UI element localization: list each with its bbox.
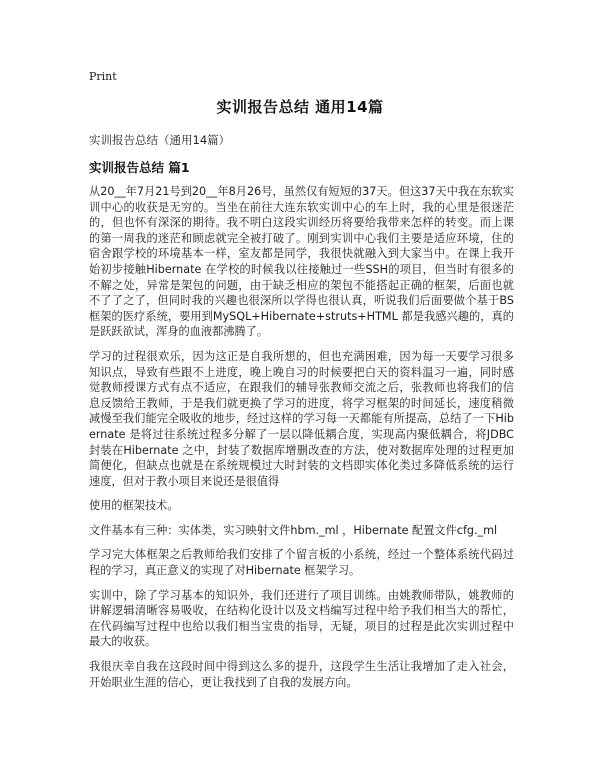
paragraph: 我很庆幸自我在这段时间中得到这么多的提升，这段学生生活让我增加了走入社会，开始职业生涯的信心，更让我找到了自我的发展方向。 (89, 660, 514, 689)
paragraph: 从20__年7月21号到20__年8月26号，虽然仅有短短的37天。但这37天中我在东软实训中心的收获是无穷的。当坐在前往大连东软实训中心的车上时，我的心里是很迷茫的，但也怀有深深的期待。我不明白这段实训经历将要给我带来怎样的转变。而上课的第一周我的迷茫和顾虑就完全被打破了。刚到实训中心我们主要是适应环境，住的宿舍跟学校的环境基本一样，室友都是同学，我很快就融入到大家当中。在课上我开始初步接触Hibernate 在学校的时候我以往接触过一些SSH的项目，但当时有很多的不解之处，异常是架包的问题，由于缺乏相应的架包不能搭起正确的框架，后面也就不了了之了，但同时我的兴趣也很深所以学得也很认真，听说我们后面要做个基于BS框架的医疗系统，要用到MySQL+Hibernate+struts+HTML 都是我感兴趣的，真的是跃跃欲试，浑身的血液都沸腾了。 (89, 185, 514, 339)
document-subtitle: 实训报告总结（通用14篇） (89, 133, 231, 147)
section-heading: 实训报告总结 篇1 (89, 160, 190, 175)
paragraph: 学习完大体框架之后教师给我们安排了个留言板的小系统，经过一个整体系统代码过程的学习，真正意义的实现了对Hibernate 框架学习。 (89, 548, 514, 578)
paragraph: 实训中，除了学习基本的知识外，我们还进行了项目训练。由姚教师带队，姚教师的讲解逻辑清晰容易吸收，在结构化设计以及文档编写过程中给予我们相当大的帮忙，在代码编写过程中也给以我们相当宝贵的指导，无疑，项目的过程是此次实训过程中最大的收获。 (89, 588, 514, 649)
paragraph: 学习的过程很欢乐，因为这正是自我所想的，但也充满困难，因为每一天要学习很多知识点，导致有些跟不上进度，晚上晚自习的时候要把白天的资料温习一遍，同时感觉教师授课方式有点不适应，在跟我们的辅导张教师交流之后，张教师也将我们的信息反馈给王教师，于是我们就更换了学习的进度，将学习框架的时间延长，速度稍微减慢至我们能完全吸收的地步，经过这样的学习每一天都能有所提高，总结了一下Hibernate 是将过往系统过程多分解了一层以降低耦合度，实现高内聚低耦合，将JDBC封装在Hibernate 之中，封装了数据库增删改查的方法，使对数据库处理的过程更加简便化，但缺点也就是在系统规模过大时封装的文档即实体化类过多降低系统的运行速度，但对于教小项目来说还是很值得 (89, 349, 514, 488)
paragraph: 文件基本有三种：实体类，实习映射文件hbm._ml ，Hibernate 配置文件cfg._ml (89, 523, 498, 537)
print-link[interactable]: Print (89, 70, 117, 83)
page-title: 实训报告总结 通用14篇 (216, 98, 384, 116)
article-body (89, 184, 514, 699)
paragraph: 使用的框架技术。 (89, 499, 179, 513)
